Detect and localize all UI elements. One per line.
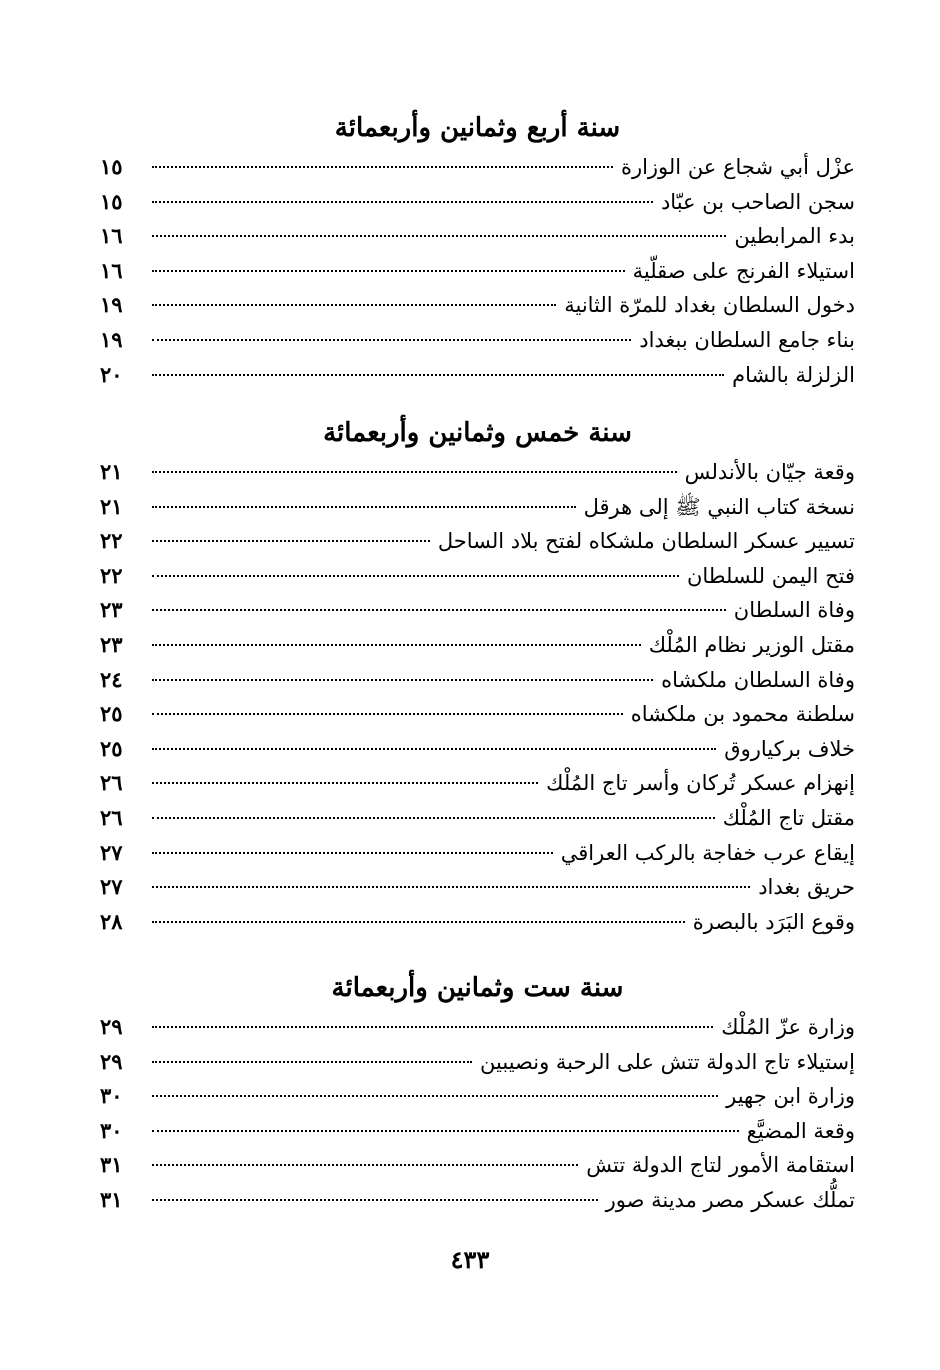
entry-page: ١٥ [100,154,123,179]
entry-page: ٢٣ [100,597,123,623]
index-entry [100,150,855,185]
index-entry [100,1079,855,1114]
dot-leader [152,920,685,923]
index-entry [100,870,855,905]
section-title: سنة خمس وثمانين وأربعمائة [323,418,632,448]
section-year-485 [100,415,855,939]
dot-leader [152,373,724,376]
index-entry [100,524,855,559]
entry-page: ١٩ [100,326,123,352]
entry-title: دخول السلطان بغداد للمرّة الثانية [564,293,855,318]
entry-title: وزارة ابن جهير [726,1084,855,1109]
index-entry [100,766,855,801]
entry-page: ٢٤ [100,666,123,692]
entry-title: وزارة عزّ المُلْك [721,1015,855,1039]
dot-leader [152,747,716,750]
entry-page: ٢٢ [100,562,123,588]
index-entry [100,1045,855,1080]
entry-title: مقتل تاج المُلْك [722,805,855,830]
entry-title: تسيير عسكر السلطان ملشكاه لفتح بلاد الساحل [437,529,855,554]
entry-title: سلطنة محمود بن ملكشاه [630,702,855,727]
dot-leader [152,234,726,237]
dot-leader [152,851,553,854]
dot-leader [152,269,625,272]
dot-leader [152,1198,598,1201]
section-title: سنة ست وثمانين وأربعمائة [331,973,624,1003]
index-entry [100,254,855,289]
entry-title: وفاة السلطان [733,598,855,623]
entry-page: ٣١ [100,1152,123,1178]
index-entry [100,288,855,323]
dot-leader [152,643,641,646]
index-entry [100,358,855,393]
dot-leader [152,781,538,784]
dot-leader [152,200,653,203]
entry-page: ٢٥ [100,701,123,727]
entry-page: ٣٠ [100,1083,123,1109]
dot-leader [152,608,726,611]
entry-title: بدء المرابطين [734,224,855,249]
index-entry [100,1010,855,1045]
index-entry [100,559,855,594]
entry-title: فتح اليمن للسلطان [686,563,855,588]
index-entry [100,455,855,490]
entry-page: ١٥ [100,188,123,214]
index-entry [100,697,855,732]
entry-page: ١٩ [100,292,123,318]
index-entry [100,323,855,358]
section-title: سنة أربع وثمانين وأربعمائة [334,113,621,143]
index-entry [100,219,855,254]
entry-page: ٢٧ [100,839,123,865]
section-year-486 [100,970,855,1218]
index-entry [100,1114,855,1149]
entry-page: ٢٥ [100,735,123,761]
index-entry [100,628,855,663]
index-entry [100,1148,855,1183]
section-year-484 [100,110,855,392]
entry-title: إيقاع عرب خفاجة بالركب العراقي [560,840,855,865]
page-number: ٤٣٣ [450,1245,490,1274]
dot-leader [152,678,653,681]
index-entry [100,801,855,836]
entry-title: تملُّك عسكر مصر مدينة صور [605,1187,855,1212]
dot-leader [152,1129,739,1132]
entry-title: وقعة جيّان بالأندلس [684,460,855,484]
entry-page: ٢٨ [100,908,123,934]
dot-leader [152,574,679,577]
entry-page: ٢٠ [100,361,123,387]
entry-title: وفاة السلطان ملكشاه [661,667,855,692]
index-entry [100,593,855,628]
dot-leader [152,1094,718,1097]
entry-page: ٢٦ [100,804,123,830]
entry-title: خلاف بركياروق [724,736,855,761]
entry-title: وقعة المضيَّع [746,1118,855,1143]
dot-leader [152,505,576,508]
dot-leader [152,816,715,819]
entry-page: ٢٩ [100,1014,123,1039]
dot-leader [152,1060,472,1063]
entry-title: الزلزلة بالشام [732,362,855,387]
entry-title: حريق بغداد [758,875,855,900]
entry-title: نسخة كتاب النبي ﷺ إلى هرقل [583,494,855,519]
entry-page: ٢٦ [100,770,123,796]
index-entry [100,732,855,767]
index-entry [100,905,855,940]
dot-leader [152,338,631,341]
entry-title: إستيلاء تاج الدولة تتش على الرحبة ونصيبين [480,1049,855,1074]
dot-leader [152,303,556,306]
dot-leader [152,1163,578,1166]
entry-title: سجن الصاحب بن عبّاد [660,189,855,214]
dot-leader [152,470,677,473]
index-entry [100,663,855,698]
dot-leader [152,1025,713,1028]
entry-page: ١٦ [100,223,123,249]
entry-title: استقامة الأمور لتاج الدولة تتش [586,1153,855,1178]
entry-title: بناء جامع السلطان ببغداد [639,327,855,352]
dot-leader [152,885,750,888]
index-entry [100,185,855,220]
entry-title: مقتل الوزير نظام المُلْك [648,632,855,657]
entry-page: ٢١ [100,493,123,519]
entry-page: ١٦ [100,257,123,283]
entry-page: ٢٧ [100,874,123,900]
index-entry [100,1183,855,1218]
entry-page: ٣١ [100,1186,123,1212]
entry-title: إنهزام عسكر تُركان وأسر تاج المُلْك [546,771,855,796]
entry-title: استيلاء الفرنج على صقلّية [632,258,855,283]
entry-page: ٢٩ [100,1048,123,1074]
entry-page: ٢١ [100,459,123,484]
entry-page: ٢٣ [100,631,123,657]
dot-leader [152,165,613,168]
entry-page: ٢٢ [100,528,123,554]
index-entry [100,490,855,525]
entry-page: ٣٠ [100,1117,123,1143]
dot-leader [152,712,623,715]
entry-title: وقوع البَرَد بالبصرة [692,909,855,934]
entry-title: عزْل أبي شجاع عن الوزارة [620,155,855,179]
dot-leader [152,539,430,542]
index-entry [100,836,855,871]
